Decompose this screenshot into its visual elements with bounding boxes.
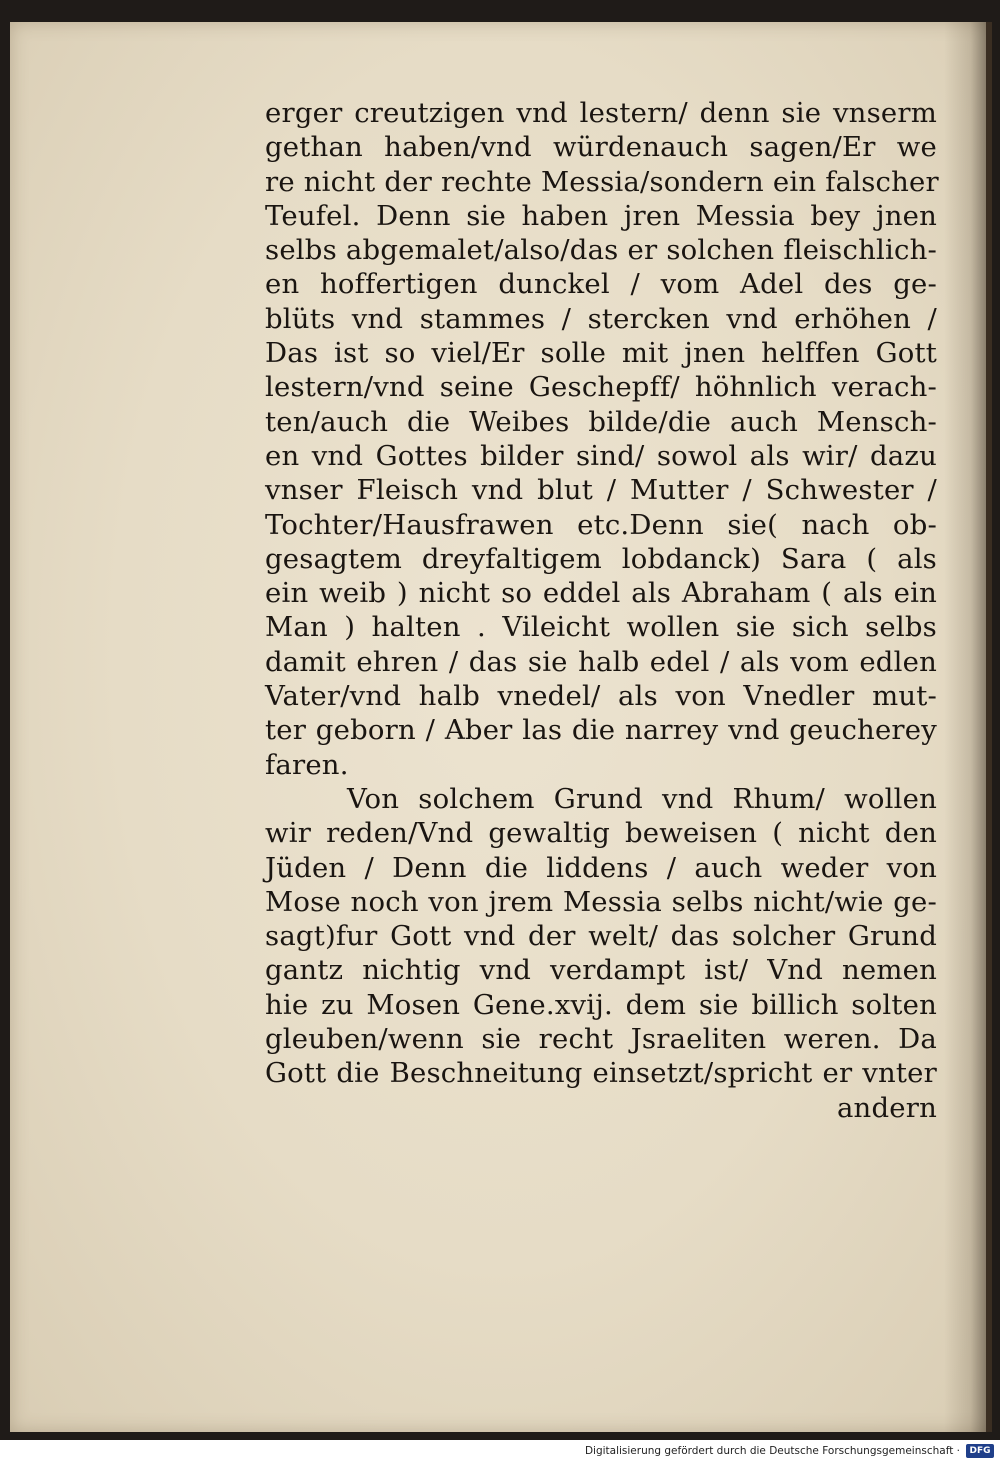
- text-line: Jüden / Denn die liddens / auch weder von: [265, 851, 937, 884]
- text-line: erger creutzigen vnd lestern/ denn sie vnserm: [265, 97, 937, 129]
- binding-edge: [986, 22, 992, 1432]
- text-line: lestern/vnd seine Geschepff/ höhnlich verach-: [265, 371, 937, 404]
- text-line: wir reden/Vnd gewaltig beweisen ( nicht den: [265, 817, 937, 850]
- text-line: gethan haben/vnd würdenauch sagen/Er we: [265, 131, 937, 164]
- catchword: andern: [836, 1091, 937, 1124]
- text-line: gantz nichtig vnd verdampt ist/ Vnd nemen: [265, 954, 937, 987]
- text-line: ein weib ) nicht so eddel als Abraham ( als ein: [265, 577, 937, 610]
- text-line: blüts vnd stammes / stercken vnd erhöhen /: [265, 302, 937, 335]
- text-line: Man ) halten . Vileicht wollen sie sich selbs: [265, 611, 937, 644]
- text-line: en vnd Gottes bilder sind/ sowol als wir/ dazu: [265, 439, 937, 472]
- paragraph-start-line: Von solchem Grund vnd Rhum/ wollen: [347, 782, 937, 815]
- binding-gutter-shadow: [944, 22, 992, 1432]
- text-line: gleuben/wenn sie recht Jsraeliten weren. Da: [265, 1023, 937, 1056]
- text-line: ter geborn / Aber las die narrey vnd geucherey: [265, 714, 937, 747]
- text-line: damit ehren / das sie halb edel / als vom edlen: [265, 645, 937, 678]
- text-line: sagt)fur Gott vnd der welt/ das solcher Grund: [265, 920, 937, 953]
- funding-credit: Digitalisierung gefördert durch die Deutsche Forschungsgemeinschaft ·: [584, 1445, 960, 1457]
- text-line: Gott die Beschneitung einsetzt/spricht er vnter: [265, 1057, 937, 1090]
- text-line: Teufel. Denn sie haben jren Messia bey jnen: [265, 199, 937, 232]
- text-line: re nicht der rechte Messia/sondern ein falscher: [265, 165, 939, 198]
- text-line: gesagtem dreyfaltigem lobdanck) Sara ( als: [265, 542, 937, 575]
- text-line: Vater/vnd halb vnedel/ als von Vnedler mut-: [265, 680, 937, 713]
- text-line: ten/auch die Weibes bilde/die auch Mensch-: [265, 405, 937, 438]
- paragraph-end-line: faren.: [265, 748, 349, 781]
- text-line: vnser Fleisch vnd blut / Mutter / Schwester /: [265, 474, 937, 507]
- text-line: Tochter/Hausfrawen etc.Denn sie( nach ob-: [265, 508, 937, 541]
- dfg-logo: DFG: [966, 1444, 994, 1458]
- text-line: Das ist so viel/Er solle mit jnen helffen Gott: [265, 337, 937, 370]
- text-line: Mose noch von jrem Messia selbs nicht/wie ge-: [265, 885, 937, 918]
- text-line: selbs abgemalet/also/das er solchen fleischlich-: [265, 234, 937, 267]
- footer-bar: [0, 1440, 1000, 1464]
- text-block: [265, 96, 937, 1125]
- text-line: hie zu Mosen Gene.xvij. dem sie billich solten: [265, 988, 937, 1021]
- text-line: en hoffertigen dunckel / vom Adel des ge-: [265, 268, 937, 301]
